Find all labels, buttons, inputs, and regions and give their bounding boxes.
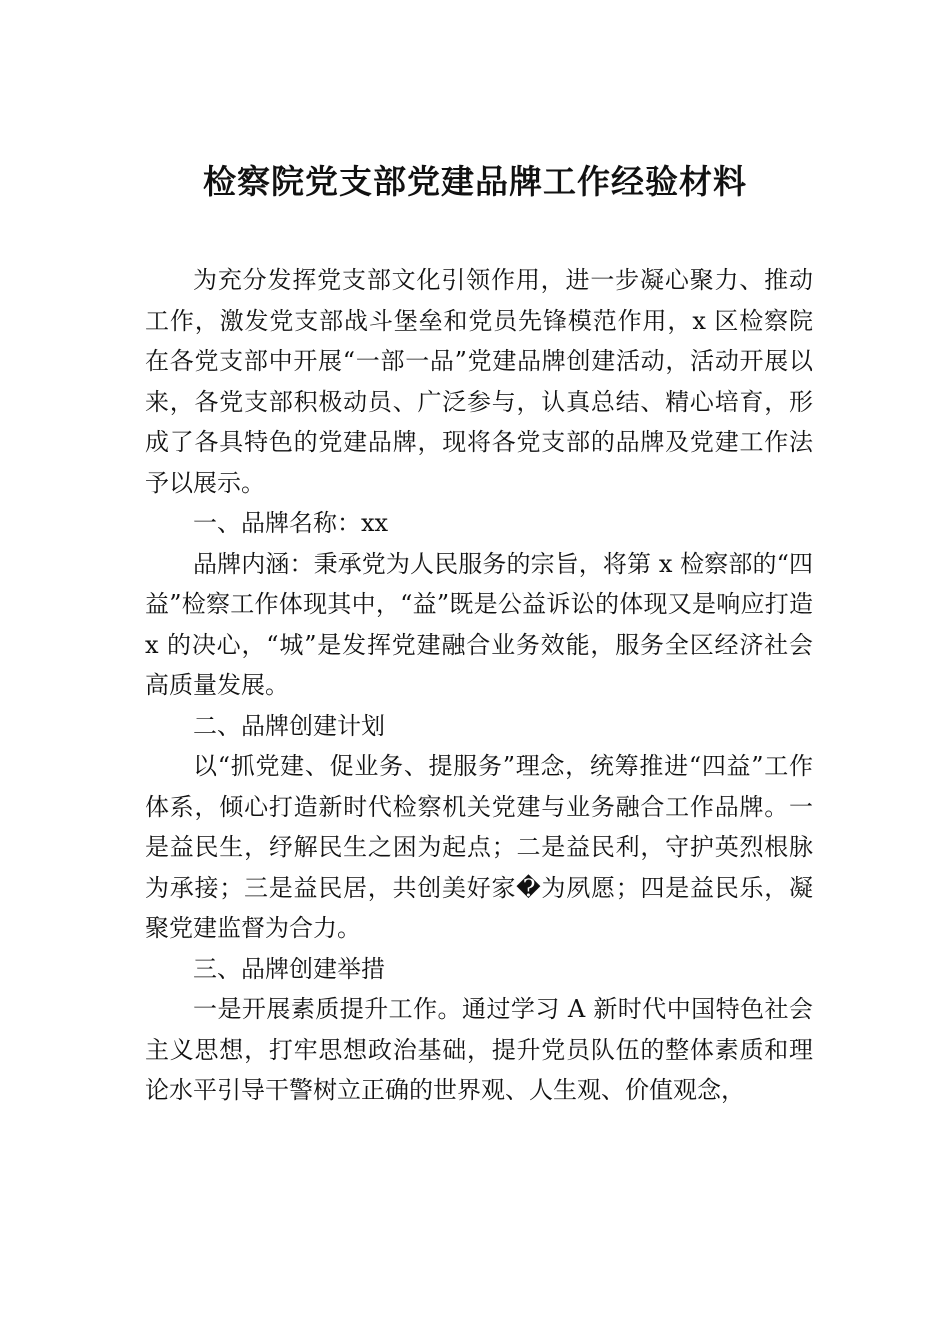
paragraph-brand-measures: 一是开展素质提升工作。通过学习 A 新时代中国特色社会主义思想，打牢思想政治基础，提升党员队伍的整体素质和理论水平引导干警树立正确的世界观、人生观、价值观念， (145, 995, 813, 1104)
heading-brand-measures: 三、品牌创建举措 (193, 954, 385, 983)
document-body (145, 260, 813, 1111)
document-title: 检察院党支部党建品牌工作经验材料 (203, 162, 747, 201)
heading-brand-plan: 二、品牌创建计划 (193, 711, 385, 740)
paragraph-brand-meaning: 品牌内涵：秉承党为人民服务的宗旨，将第 x 检察部的“四益”检察工作体现其中，“益”既是公益诉讼的体现又是响应打造 x 的决心，“城”是发挥党建融合业务效能，服务全区经济社会高质量发展。 (145, 549, 813, 699)
paragraph-brand-plan: 以“抓党建、促业务、提服务”理念，统筹推进“四益”工作体系，倾心打造新时代检察机关党建与业务融合工作品牌。一是益民生，纾解民生之困为起点；二是益民利，守护英烈根脉为承接；三是益民居，共创美好家�为夙愿；四是益民乐，凝聚党建监督为合力。 (145, 752, 813, 942)
paragraph-intro: 为充分发挥党支部文化引领作用，进一步凝心聚力、推动工作，激发党支部战斗堡垒和党员先锋模范作用，x 区检察院在各党支部中开展“一部一品”党建品牌创建活动，活动开展以来，各党支部积极动员、广泛参与，认真总结、精心培育，形成了各具特色的党建品牌，现将各党支部的品牌及党建工作法予以展示。 (145, 266, 813, 497)
heading-brand-name: 一、品牌名称：xx (193, 509, 389, 537)
